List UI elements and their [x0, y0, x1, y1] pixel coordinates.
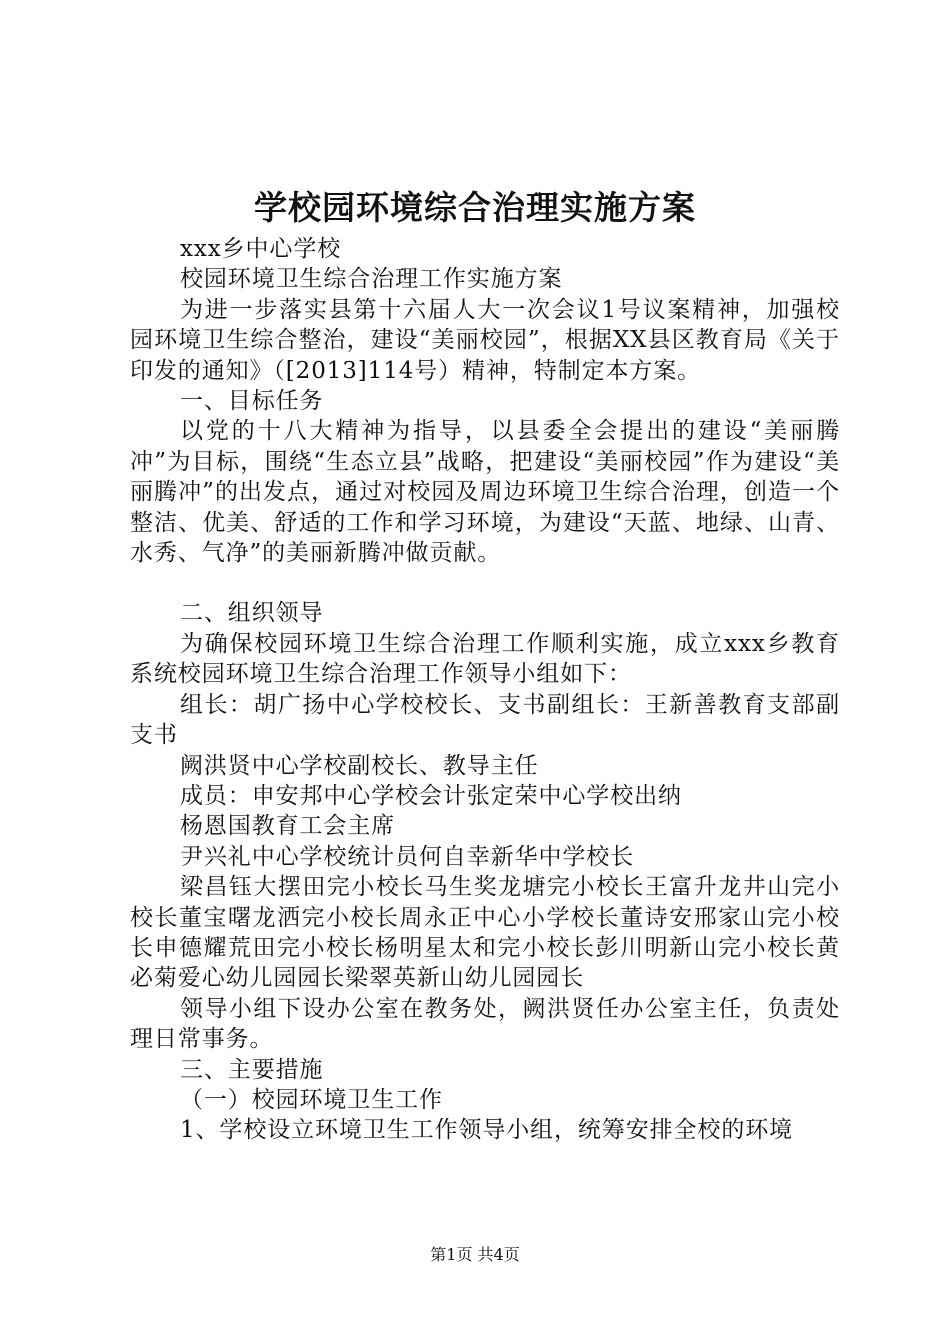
school-name: xxx乡中心学校 — [180, 236, 342, 262]
intro-paragraph: 为进一步落实县第十六届人大一次会议1号议案精神，加强校园环境卫生综合整治，建设“美丽校园”，根据XX县区教育局《关于印发的通知》（[2013]114号）精神，特制定本方案。 — [130, 296, 840, 384]
document-title: 学校园环境综合治理实施方案 — [254, 188, 696, 227]
member-line: 杨恩国教育工会主席 — [180, 813, 396, 840]
section-heading-goals: 一、目标任务 — [180, 388, 324, 415]
leadership-paragraph: 为确保校园环境卫生综合治理工作顺利实施，成立xxx乡教育系统校园环境卫生综合治理工作领导小组如下： — [130, 630, 840, 688]
subsection-heading: （一）校园环境卫生工作 — [180, 1086, 443, 1113]
document-body — [130, 234, 840, 1146]
members-line: 成员：申安邦中心学校会计张定荣中心学校出纳 — [180, 782, 682, 809]
page-number-footer: 第1页 共4页 — [430, 1245, 520, 1264]
section-heading-leadership: 二、组织领导 — [180, 600, 324, 627]
goals-paragraph: 以党的十八大精神为指导，以县委全会提出的建设“美丽腾冲”为目标，围绕“生态立县”战略，把建设“美丽校园”作为建设“美丽腾冲”的出发点，通过对校园及周边环境卫生综合治理，创造一个整洁、优美、舒适的工作和学习环境，为建设“天蓝、地绿、山青、水秀、气净”的美丽新腾冲做贡献。 — [130, 418, 840, 567]
section-heading-measures: 三、主要措施 — [180, 1056, 324, 1083]
member-line: 尹兴礼中心学校统计员何自幸新华中学校长 — [180, 843, 635, 870]
leader-line: 组长：胡广扬中心学校校长、支书副组长：王新善教育支部副支书 — [130, 691, 840, 749]
plan-subtitle: 校园环境卫生综合治理工作实施方案 — [180, 266, 563, 293]
office-paragraph: 领导小组下设办公室在教务处，阙洪贤任办公室主任，负责处理日常事务。 — [130, 995, 840, 1053]
measure-item-1: 1、学校设立环境卫生工作领导小组，统筹安排全校的环境 — [180, 1117, 794, 1144]
deputy-leader-line: 阙洪贤中心学校副校长、教导主任 — [180, 752, 539, 779]
paragraph-spacer — [130, 568, 840, 598]
member-list-paragraph: 梁昌钰大摆田完小校长马生奖龙塘完小校长王富升龙井山完小校长董宝曙龙洒完小校长周永正中心小学校长董诗安邢家山完小校长申德耀荒田完小校长杨明星太和完小校长彭川明新山完小校长黄必菊爱心幼儿园园长梁翠英新山幼儿园园长 — [130, 874, 840, 992]
